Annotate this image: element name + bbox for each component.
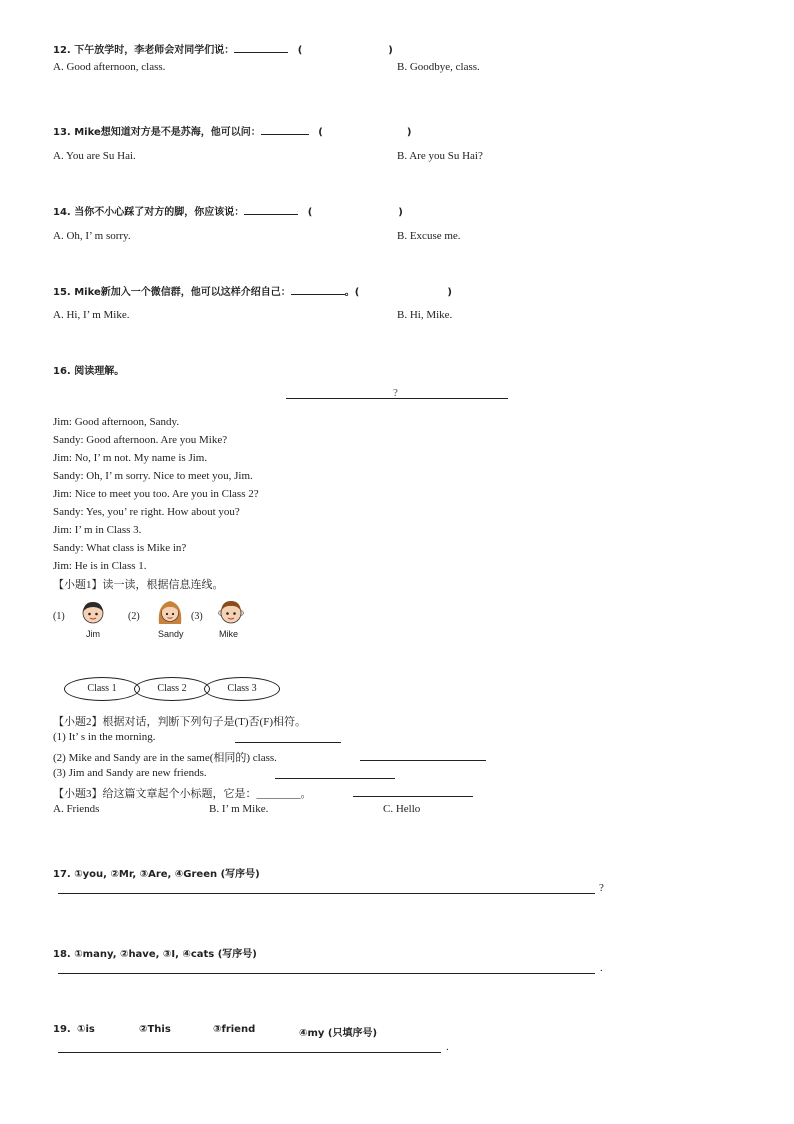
sub2-item-2: (2) Mike and Sandy are in the same(相同的) class. [53,752,277,764]
q18-answer-line[interactable] [58,973,595,974]
sub2-answer-1-blank[interactable] [235,742,341,743]
sandy-avatar-icon [156,598,184,628]
dialogue-line: Sandy: Oh, I’ m sorry. Nice to meet you, Jim. [53,470,253,482]
q14-answer-blank[interactable] [244,204,298,215]
q19-end-mark: . [446,1041,449,1053]
sub2-answer-2-blank[interactable] [360,760,486,761]
person-2-name: Sandy [158,629,184,639]
q13-option-a: A. You are Su Hai. [53,150,136,162]
person-2-number: (2) [128,611,140,622]
person-1-name: Jim [86,629,100,639]
q18-question: 18. ①many, ②have, ③I, ④cats (写序号) [53,949,257,960]
q12-answer-blank[interactable] [234,42,288,53]
q14-option-a: A. Oh, I’ m sorry. [53,230,131,242]
q15-option-b: B. Hi, Mike. [397,309,453,321]
q17-end-mark: ? [599,882,604,894]
q13-answer-blank[interactable] [261,124,309,135]
jim-avatar-icon [80,599,106,625]
dialogue-line: Sandy: Good afternoon. Are you Mike? [53,434,228,446]
dialogue-line: Jim: I’ m in Class 3. [53,524,142,536]
sub3-option-c: C. Hello [383,803,421,815]
sub3-title: 【小题3】给这篇文章起个小标题，它是：________。 [53,788,312,800]
sub2-item-1: (1) It’ s in the morning. [53,731,156,743]
dialogue-line: Jim: No, I’ m not. My name is Jim. [53,452,208,464]
sub3-option-a: A. Friends [53,803,100,815]
dialogue-line: Jim: Good afternoon, Sandy. [53,416,180,428]
sub1-title: 【小题1】读一读，根据信息连线。 [53,579,224,591]
q13-question: 13. Mike想知道对方是不是苏海，他可以问： ( ) [53,123,411,138]
q18-end-mark: . [600,962,603,974]
dialogue-line: Jim: He is in Class 1. [53,560,147,572]
class-2-oval[interactable]: Class 2 [134,677,210,701]
dialogue-line: Sandy: Yes, you’ re right. How about you? [53,506,240,518]
q19-number: 19. [53,1024,71,1035]
q16-dialogue [53,413,259,575]
q15-question: 15. Mike新加入一个微信群，他可以这样介绍自己： 。( ) [53,283,452,298]
q19-item-3: ③friend [213,1024,256,1035]
sub2-answer-3-blank[interactable] [275,778,395,779]
sub3-option-b: B. I’ m Mike. [209,803,269,815]
q19-item-1: ①is [77,1024,95,1035]
sub2-item-3: (3) Jim and Sandy are new friends. [53,767,207,779]
q16-question: 16. 阅读理解。 [53,366,125,377]
q16-title-mark: ? [393,387,398,399]
q13-option-b: B. Are you Su Hai? [397,150,483,162]
dialogue-line: Sandy: What class is Mike in? [53,542,187,554]
class-1-oval[interactable]: Class 1 [64,677,140,701]
q17-answer-line[interactable] [58,893,595,894]
q14-question: 14. 当你不小心踩了对方的脚，你应该说： ( ) [53,203,403,218]
dialogue-line: Jim: Nice to meet you too. Are you in Class 2? [53,488,259,500]
person-3-number: (3) [191,611,203,622]
q14-option-b: B. Excuse me. [397,230,461,242]
sub3-answer-blank[interactable] [353,796,473,797]
mike-avatar-icon [217,598,245,626]
q15-answer-blank[interactable] [291,284,345,295]
q12-question: 12. 下午放学时，李老师会对同学们说： ( ) [53,41,393,56]
person-1-number: (1) [53,611,65,622]
q19-answer-line[interactable] [58,1052,441,1053]
q15-option-a: A. Hi, I’ m Mike. [53,309,130,321]
person-3-name: Mike [219,629,239,639]
q19-item-4: ④my (只填序号) [299,1028,378,1039]
q19-item-2: ②This [139,1024,171,1035]
q12-option-a: A. Good afternoon, class. [53,61,166,73]
class-3-oval[interactable]: Class 3 [204,677,280,701]
sub2-title: 【小题2】根据对话，判断下列句子是(T)否(F)相符。 [53,716,306,728]
q12-option-b: B. Goodbye, class. [397,61,480,73]
q17-question: 17. ①you, ②Mr, ③Are, ④Green (写序号) [53,869,260,880]
